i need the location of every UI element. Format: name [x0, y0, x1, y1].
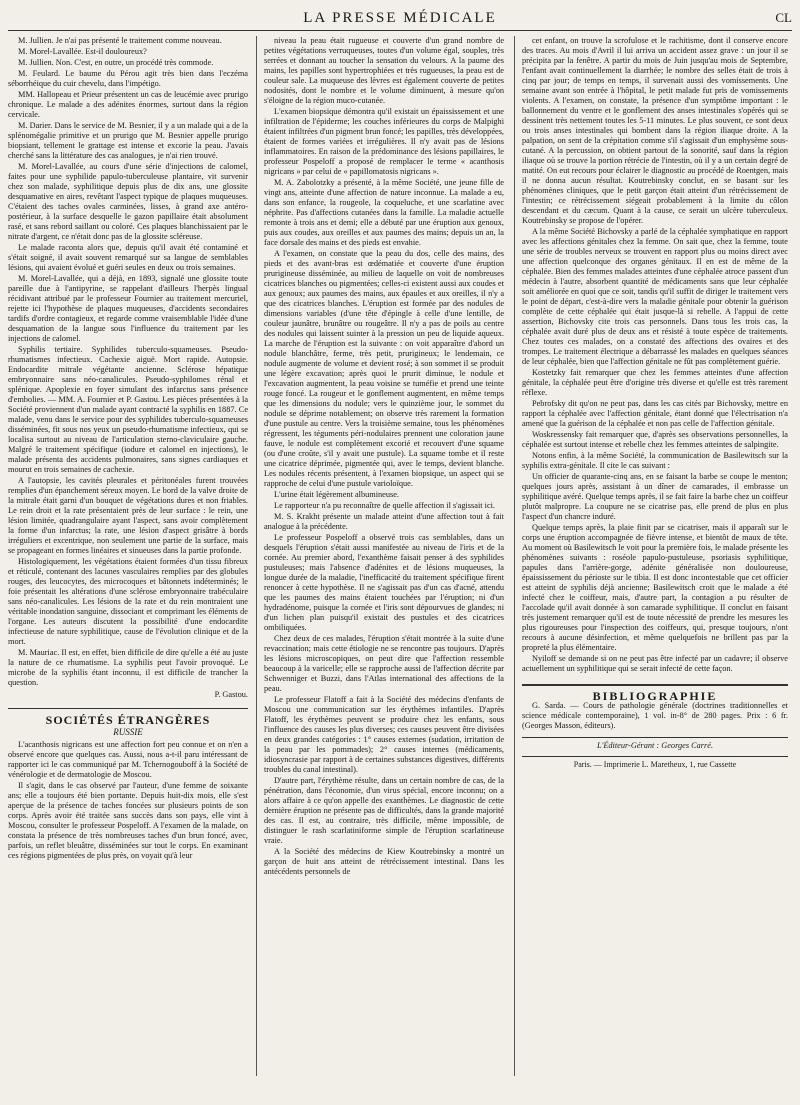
page-header: [8, 8, 792, 31]
paragraph: Chez deux de ces malades, l'éruption s'était montrée à la suite d'une revaccination; mais cette étiologie ne se rencontre pas toujours. D'après les lésions microscopiques, on peut dire que l'affection ressemble beaucoup à la varicelle; elle se rapproche aussi de l'affection décrite par Schwenniger et Buzzi, dans l'Atlas international des affections de la peau.: [264, 634, 504, 693]
paragraph: Il s'agit, dans le cas observé par l'auteur, d'une femme de soixante ans; elle a toujours été bien portante. Depuis huit-dix mois, elle s'est aperçue de la présence de taches foncées sur plusieurs points de son corps. Après avoir été traitée sans succès dans son pays, elle vint à Moscou, consulter le professeur Pospeloff. A l'examen de la malade, on constata la présence de très nombreuses taches d'un brun foncé, avec, parfois, un reflet bleuâtre, disséminées sur tout le corps. En examinant ces régions pigmentées de plus près, on voyait qu'à leur: [8, 781, 248, 860]
paragraph: Woskressensky fait remarquer que, d'après ses observations personnelles, la céphalée est surtout intense et rebelle chez les femmes atteintes de salpingite.: [522, 430, 788, 449]
paragraph: MM. Hallopeau et Prieur présentent un cas de leucémie avec prurigo chronique. Le malade a des adénites énormes, surtout dans la région cervicale.: [8, 90, 248, 119]
paragraph: niveau la peau était rugueuse et couverte d'un grand nombre de petites végétations verruqueuses, toutes d'un volume égal, souples, très serrées et donnant au toucher la sensation du velours. A la paume des mains, les papilles sont hypertrophiées et très rugueuses, la peau est de couleur sale. La muqueuse des lèvres est également couverte de petites nodosités, dont le nombre et le volume diminuent, à mesure qu'on s'éloigne de la région muco-cutanée.: [264, 36, 504, 105]
paragraph: M. Mauriac. Il est, en effet, bien difficile de dire qu'elle a été au juste la nature de ce rhumatisme. La syphilis peut l'avoir provoqué. Le microbe de la syphilis étant inconnu, il est difficile de trancher la question.: [8, 648, 248, 687]
paragraph: Nyiloff se demande si on ne peut pas être infecté par un cadavre; il observe actuellement un syphilitique qui se serait infecté de cette façon.: [522, 654, 788, 673]
paragraph: A la même Société Bichovsky a parlé de la céphalée symphatique en rapport avec les affections génitales chez la femme. On sait que, chez la femme, toute une série de troubles nerveux se trouvent en rapport plus ou moins direct avec une affection quelconque des organes génitaux. Il en est de même de la céphalée. Bien des femmes malades atteintes d'une céphalée atroce passent d'un médecin à l'autre, absorbent quantité de médicaments sans que leur céphalée soit améliorée en quoi que ce soit, tandis qu'il suffit de diriger le traitement vers le point de départ, c'est-à-dire vers la maladie génitale pour obtenir la guérison complète de cette céphalée qui était jusque-là si rebelle. A l'appui de cette assertion, Bichovsky cite trois cas personnels. Dans tous les trois cas, la céphalée avait duré plus de deux ans et résisté à toute espèce de traitements. Chez toutes ces malades, on a constaté des affections des ovaires et des trompes. Le traitement électrique a débarrassé les malades en quelques séances de leur céphalée, bien que l'affection génitale ne fût pas complètement guérie.: [522, 227, 788, 366]
section-title: SOCIÉTÉS ÉTRANGÈRES: [8, 708, 248, 725]
paragraph: A l'examen, on constate que la peau du dos, celle des mains, des pieds et des avant-bras est œdématiée et couverte d'une éruption prurigineuse disséminée, au milieu de laquelle on voit de nombreuses cicatrices blanches ou pigmentées; celles-ci existent aussi aux coudes et aux genoux; aux paumes des mains, aux épaules et aux oreilles, il n'y a que des cicatrices blanches. L'éruption est formée par des nodules de dimensions variables (d'une tête d'épingle à celle d'une lentille, de couleur jaunâtre, brunâtre ou rougeâtre. Il n'y a pas de poils au centre des nodules qui laissent suinter à la pression un peu de liquide aqueux. La marche de l'éruption est la suivante : on voit apparaître d'abord un nodule blanchâtre, ferme, très petit, prurigineux; le lendemain, ce nodule augmente de volume et devient rosé; à son sommet il se produit une légère excavation; après quoi le prurit diminue, le nodule et l'excavation augmentent, la peau voisine se tuméfie et prend une teinte rouge foncé. La rougeur et le gonflement augmentent, en même temps que les dimensions du nodule; vers le quinzième jour, le sommet du nodule se déprime notablement; on observe très rarement la formation d'une pustule au centre. Vers la troisième semaine, tous les phénomènes régressent, les téguments péri-nodulaires prennent une coloration jaune fauve, le nodule est complètement excorié et recouvert d'une squame (ou d'une croûte, s'il y avait une pustule). La squame tombe et il reste une cicatrice déprimée, pigmentée qui, avec le temps, devient blanche. Les nodules récents présentent, à l'examen biopsique, un aspect qui se rapproche de celui d'une pustule varioloïque.: [264, 249, 504, 488]
column-2: [264, 36, 504, 1076]
paragraph: A l'autopsie, les cavités pleurales et péritonéales furent trouvées remplies d'un épanchement séreux moyen. Le bord de la valve droite de la mitrale était garni d'un bouquet de végétations dures et non friables. Le rein droit et la rate présentaient près de leur surface : le rein, une lésion limitée, quadrangulaire ayant l'aspect, sans avoir complètement la forme d'un infarctus; la rate, une lésion d'aspect grisâtre à bords irréguliers et excentrique, non seulement une partie de la surface, mais se propageant en formes linéaires et sinueuses dans la partie profonde.: [8, 476, 248, 555]
paragraph: M. Jullien. Non. C'est, en outre, un procédé très commode.: [18, 58, 214, 67]
bibliography-title: BIBLIOGRAPHIE: [522, 684, 788, 701]
column-divider: [256, 36, 257, 1076]
journal-title: LA PRESSE MÉDICALE: [303, 10, 497, 26]
bibliography-entry: G. Sarda. — Cours de pathologie générale (doctrines traditionnelles et science médicale contemporaine), 1 vol. in-8° de 280 pages. Prix : 6 fr. (Georges Masson, éditeurs).: [522, 701, 788, 730]
paragraph: M. S. Krakht présente un malade atteint d'une affection tout à fait analogue à la précédente.: [264, 512, 504, 531]
paragraph: L'urine était légèrement albumineuse.: [274, 490, 399, 499]
paragraph: M. Morel-Lavallée, au cours d'une série d'injections de calomel, faites pour une syphilide papulo-tuberculeuse plantaire, vit survenir chez son malade, syphilitique depuis plus de dix ans, une glossite desquamative en aires, revêtant l'aspect typique de plaques muqueuses. C'étaient des taches ovales carminées, lisses, à grand axe antéro-postérieur, à la surface desquelle le gazon papillaire était absolument rasé, et sans rebord saillant ou coloré. Ces plaques blanchissaient par le nitrate d'argent, ce n'était donc pas de la glossite scléreuse.: [8, 162, 248, 241]
paragraph: M. Jullien. Je n'ai pas présenté le traitement comme nouveau.: [18, 36, 222, 45]
printer-line: Paris. — Imprimerie L. Maretheux, 1, rue Cassette: [522, 756, 788, 770]
paragraph: Notons enfin, à la même Société, la communication de Basilewitsch sur la syphilis extra-génitale. Il cite le cas suivant :: [522, 451, 788, 470]
paragraph: D'autre part, l'érythème résulte, dans un certain nombre de cas, de la pénétration, dans l'économie, d'un virus spécial, encore inconnu; on a alors affaire à ce qu'on appelle des exanthèmes. Le diagnostic de cette dernière éruption ne présente pas de difficultés, dans la grande majorité des cas. Il est, au contraire, très difficile, même impossible, de distinguer le rash scarlatiniforme simple de l'éruption scarlatineuse vraie.: [264, 776, 504, 845]
column-divider: [514, 36, 515, 1076]
column-3: [522, 36, 788, 1076]
paragraph: M. Morel-Lavallée, qui a déjà, en 1893, signalé une glossite toute pareille due à l'antipyrine, se rappelant d'ailleurs l'herpès lingual récidivant attribué par le professeur Fournier au traitement mercuriel, rejette ici l'hypothèse de plaques muqueuses, d'accidents secondaires tardifs d'ordre contagieux, et regarde comme vraisemblable l'idée d'une desquamation de la langue sous l'influence du traitement par les injections de calomel.: [8, 274, 248, 343]
paragraph: M. A. Zabolotzky a présenté, à la même Société, une jeune fille de vingt ans, atteinte d'une affection de nature inconnue. La malade a eu, dans son enfance, la rougeole, la coqueluche, et une scarlatine avec néphrite. Pas d'affections cutanées dans la famille. La maladie actuelle remonte à trois ans et demi; elle a débuté par une éruption aux genoux, puis aux coudes, aux oreilles et aux paumes des mains; depuis un an, la face dorsale des mains et des pieds est envahie.: [264, 178, 504, 247]
paragraph: Kostetzky fait remarquer que chez les femmes atteintes d'une affection génitale, la céphalée peut être d'origine très diverse et qu'elle est très rarement réflexe.: [522, 368, 788, 397]
paragraph: M. Feulard. Le baume du Pérou agit très bien dans l'eczéma séborrhéique du cuir chevelu, dans l'impétigo.: [8, 69, 248, 88]
paragraph: L'acanthosis nigricans est une affection fort peu connue et on n'en a observé encore que quelques cas. Aussi, nous a-t-il paru intéressant de rapporter ici le cas communiqué par M. Tchernogouboff à la Société de vénérologie et de dermatologie de Moscou.: [8, 740, 248, 779]
column-1: [8, 36, 248, 1076]
paragraph: Pebrofsky dit qu'on ne peut pas, dans les cas cités par Bichovsky, mettre en rapport la céphalée avec l'affection génitale, étant donné que l'électrisation n'a amené que la guérison de la céphalée et non pas celle de l'affection génitale.: [522, 399, 788, 428]
paragraph: Le professeur Pospeloff a observé trois cas semblables, dans un desquels l'éruption s'était aussi manifestée au niveau de l'iris et de la cornée. Au premier abord, l'exanthème faisait penser à des syphilides pustuleuses; mais l'absence d'adénites et de lésions muqueuses, la longue durée de la maladie, l'inefficacité du traitement spécifique firent renoncer à cette hypothèse. Il ne s'agissait pas d'un cas d'acné, attendu que les paumes des mains étaient touchées par l'éruption; ni d'un hydradénome, puisque la cornée et l'iris sont dépourvues de glandes; ni d'un lichen plan puisqu'il existait des pustules et des cicatrices ombiliquées.: [264, 533, 504, 632]
paragraph: M. Morel-Lavallée. Est-il douloureux?: [18, 47, 147, 56]
paragraph: Le malade raconta alors que, depuis qu'il avait été contaminé et s'était soigné, il avait souvent remarqué sur sa langue de semblables lésions, qui avaient évolué et guéri seules en deux ou trois semaines.: [8, 243, 248, 272]
paragraph: Quelque temps après, la plaie finit par se cicatriser, mais il apparaît sur le corps une éruption accompagnée de fièvre intense, et bientôt de maux de tête. Au moment où Basilewitsch le voit pour la première fois, le malade présente les phénomènes suivants : roséole papulo-pustuleuse, psoriasis syphilitique, papules dans l'arrière-gorge, adénite généralisée non douloureuse, épaississement du périoste sur le tibia. Il est donc incontestable que cet officier est atteint de syphilis déjà ancienne; Basilewitsch croit que le malade a été infecté chez le coiffeur, mais, d'autre part, la contagion a pu résulter de l'accolade qu'il avait donnée à son camarade syphilitique. Il conclut en faisant très justement remarquer qu'il est de toute nécessité de prendre les mesures les plus rigoureuses pour l'inspection des coiffeurs, qui, presque toujours, n'ont recours à aucune désinfection, et même quelquefois ne brillent pas par la propreté la plus élémentaire.: [522, 523, 788, 652]
editor-line: L'Éditeur-Gérant : Georges Carré.: [522, 737, 788, 751]
paragraph: Un officier de quarante-cinq ans, en se faisant la barbe se coupe le menton; quelques jours après, assistant à un dîner de camarades, il embrasse un syphilitique avéré. Quelque temps après, il se fait faire la barbe chez un coiffeur plutôt malpropre. La coupure ne se cicatrise pas, elle prend de plus en plus l'aspect d'un chancre induré.: [522, 472, 788, 521]
author-signature: P. Gastou.: [214, 690, 248, 699]
paragraph: Le professeur Flatoff a fait à la Société des médecins d'enfants de Moscou une communication sur les érythèmes infantiles. D'après Flatoff, les érythèmes peuvent se produire chez les enfants, sous l'influence des causes les plus diverses; ces causes peuvent être divisées en deux grandes catégories : 1° causes externes (sudation, irritation de la peau par les pommades); 2° causes internes (médicaments, idiosyncrasie par rapport à de certaines substances digestives, différents troubles du canal intestinal).: [264, 695, 504, 774]
paragraph: cet enfant, on trouve la scrofulose et le rachitisme, dont il conserve encore des traces. Au mois d'Avril il lui arriva un accident assez grave : un jour il se précipita par la fenêtre. A partir du mois de Juin jusqu'au mois de Septembre, l'enfant avait continuellement la diarrhée; le nombre des selles était de trois à cinq par jour; de temps en temps, il survenait aussi des vomissements. Une semaine avant son entrée à l'hôpital, le petit malade fut pris de vomissements violents. A l'examen, on constate, la présence d'un symptôme important : le ballonnement du ventre et le gonflement des anses intestinales s'opérés qui se dessinent très nettement toutes les 5-11 minutes. Le plus souvent, ce sont deux ou trois anses intestinales qui bombent dans la région iliaque droite. A la palpation, on sent de la crépitation comme s'il s'agissait d'un emphysème sous-cutané. A la percussion, on obtient partout de la sonorité, sauf dans la région iliaque où se trouve la portion rétrécie de l'intestin, où il y a un certain degré de matité. On eut recours pour éclairer le diagnostic au procédé de Roentgen, mais il ne donna aucun résultat. Koutrebinsky conclut, en se basant sur les phénomènes cliniques, que le petit garçon était atteint d'un rétrécissement de l'intestin; ce rétrécissement siégeait probablement à la limite du côlon descendant et du cæcum. Quant à la cause, ce serait un ulcère tuberculeux. Koutrebinsky se propose de l'opérer.: [522, 36, 788, 225]
paragraph-bold-heading: Syphilis tertiaire. Syphilides tuberculo-squameuses. Pseudo-rhumatismes infectieux. Cachexie aiguë. Mort rapide. Autopsie. Endocardite mitrale végétante ancienne. Sclérose hépatique embryonnaire sans néo-canalicules. Pseudo-syphilomes rénal et splénique. Apoplexie en foyer simulant des infarctus sans présence d'embolies. — MM. A. Fournier et P. Gastou. Les pièces présentées à la Société proviennent d'un malade ayant contracté la syphilis en 1887. Ce malade, venu dans le service pour des syphilides tuberculo-squameuses disséminées, fit sous nos yeux un pseudo-rhumatisme infectieux, qui se localisa surtout au niveau de l'articulation sterno-claviculaire gauche. Malgré le traitement spécifique (iodure et calomel en injections), le malade présenta des accidents pulmonaires, sans signes cardiaques et mourut en trois semaines de cachexie.: [8, 345, 248, 474]
section-subtitle: RUSSIE: [113, 727, 143, 737]
paragraph: A la Société des médecins de Kiew Koutrebinsky a montré un garçon de huit ans atteint de rétrécissement intestinal. Dans les antécédents personnels de: [264, 847, 504, 876]
page-number: CL: [775, 10, 792, 25]
paragraph: Histologiquement, les végétations étaient formées d'un tissu fibreux et réticulé, contenant des lacunes vasculaires remplies par des globules rouges, des leucocytes, des microcoques et bâtonnets indéterminés; le foie présentait les altérations d'une sclérose embryonnaire trabéculaire sans néo-canalicules. Les lésions de la rate et du rein montraient une véritable inondation sanguine, dissociant et comprimant les éléments de l'organe. Les auteurs discutent la possibilité d'une endocardite infectieuse de nature syphilitique, cause de l'évolution clinique et de la mort.: [8, 557, 248, 646]
paragraph: M. Darier. Dans le service de M. Besnier, il y a un malade qui a de la splénomégalie primitive et un prurigo que M. Besnier appelle prurigo biopsiant, tellement le grattage est intense et excorie la peau. J'avais cherché sans la littérature des cas analogues, je n'ai rien trouvé.: [8, 121, 248, 160]
paragraph: Le rapporteur n'a pu reconnaître de quelle affection il s'agissait ici.: [274, 501, 496, 510]
paragraph: L'examen biopsique démontra qu'il existait un épaississement et une infiltration de l'épiderme; les couches inférieures du corps de Malpighi étaient infiltrées d'un pigment brun foncé; les papilles, très développées, étaient de formes variées et irrégulières. Il n'y avait pas de lésions inflammatoires. En raison de la prédominance des lésions papillaires, le professeur Pospeloff a proposé de remplacer le terme « acanthosis nigricans » par celui de « papillomatosis nigricans ».: [264, 107, 504, 176]
